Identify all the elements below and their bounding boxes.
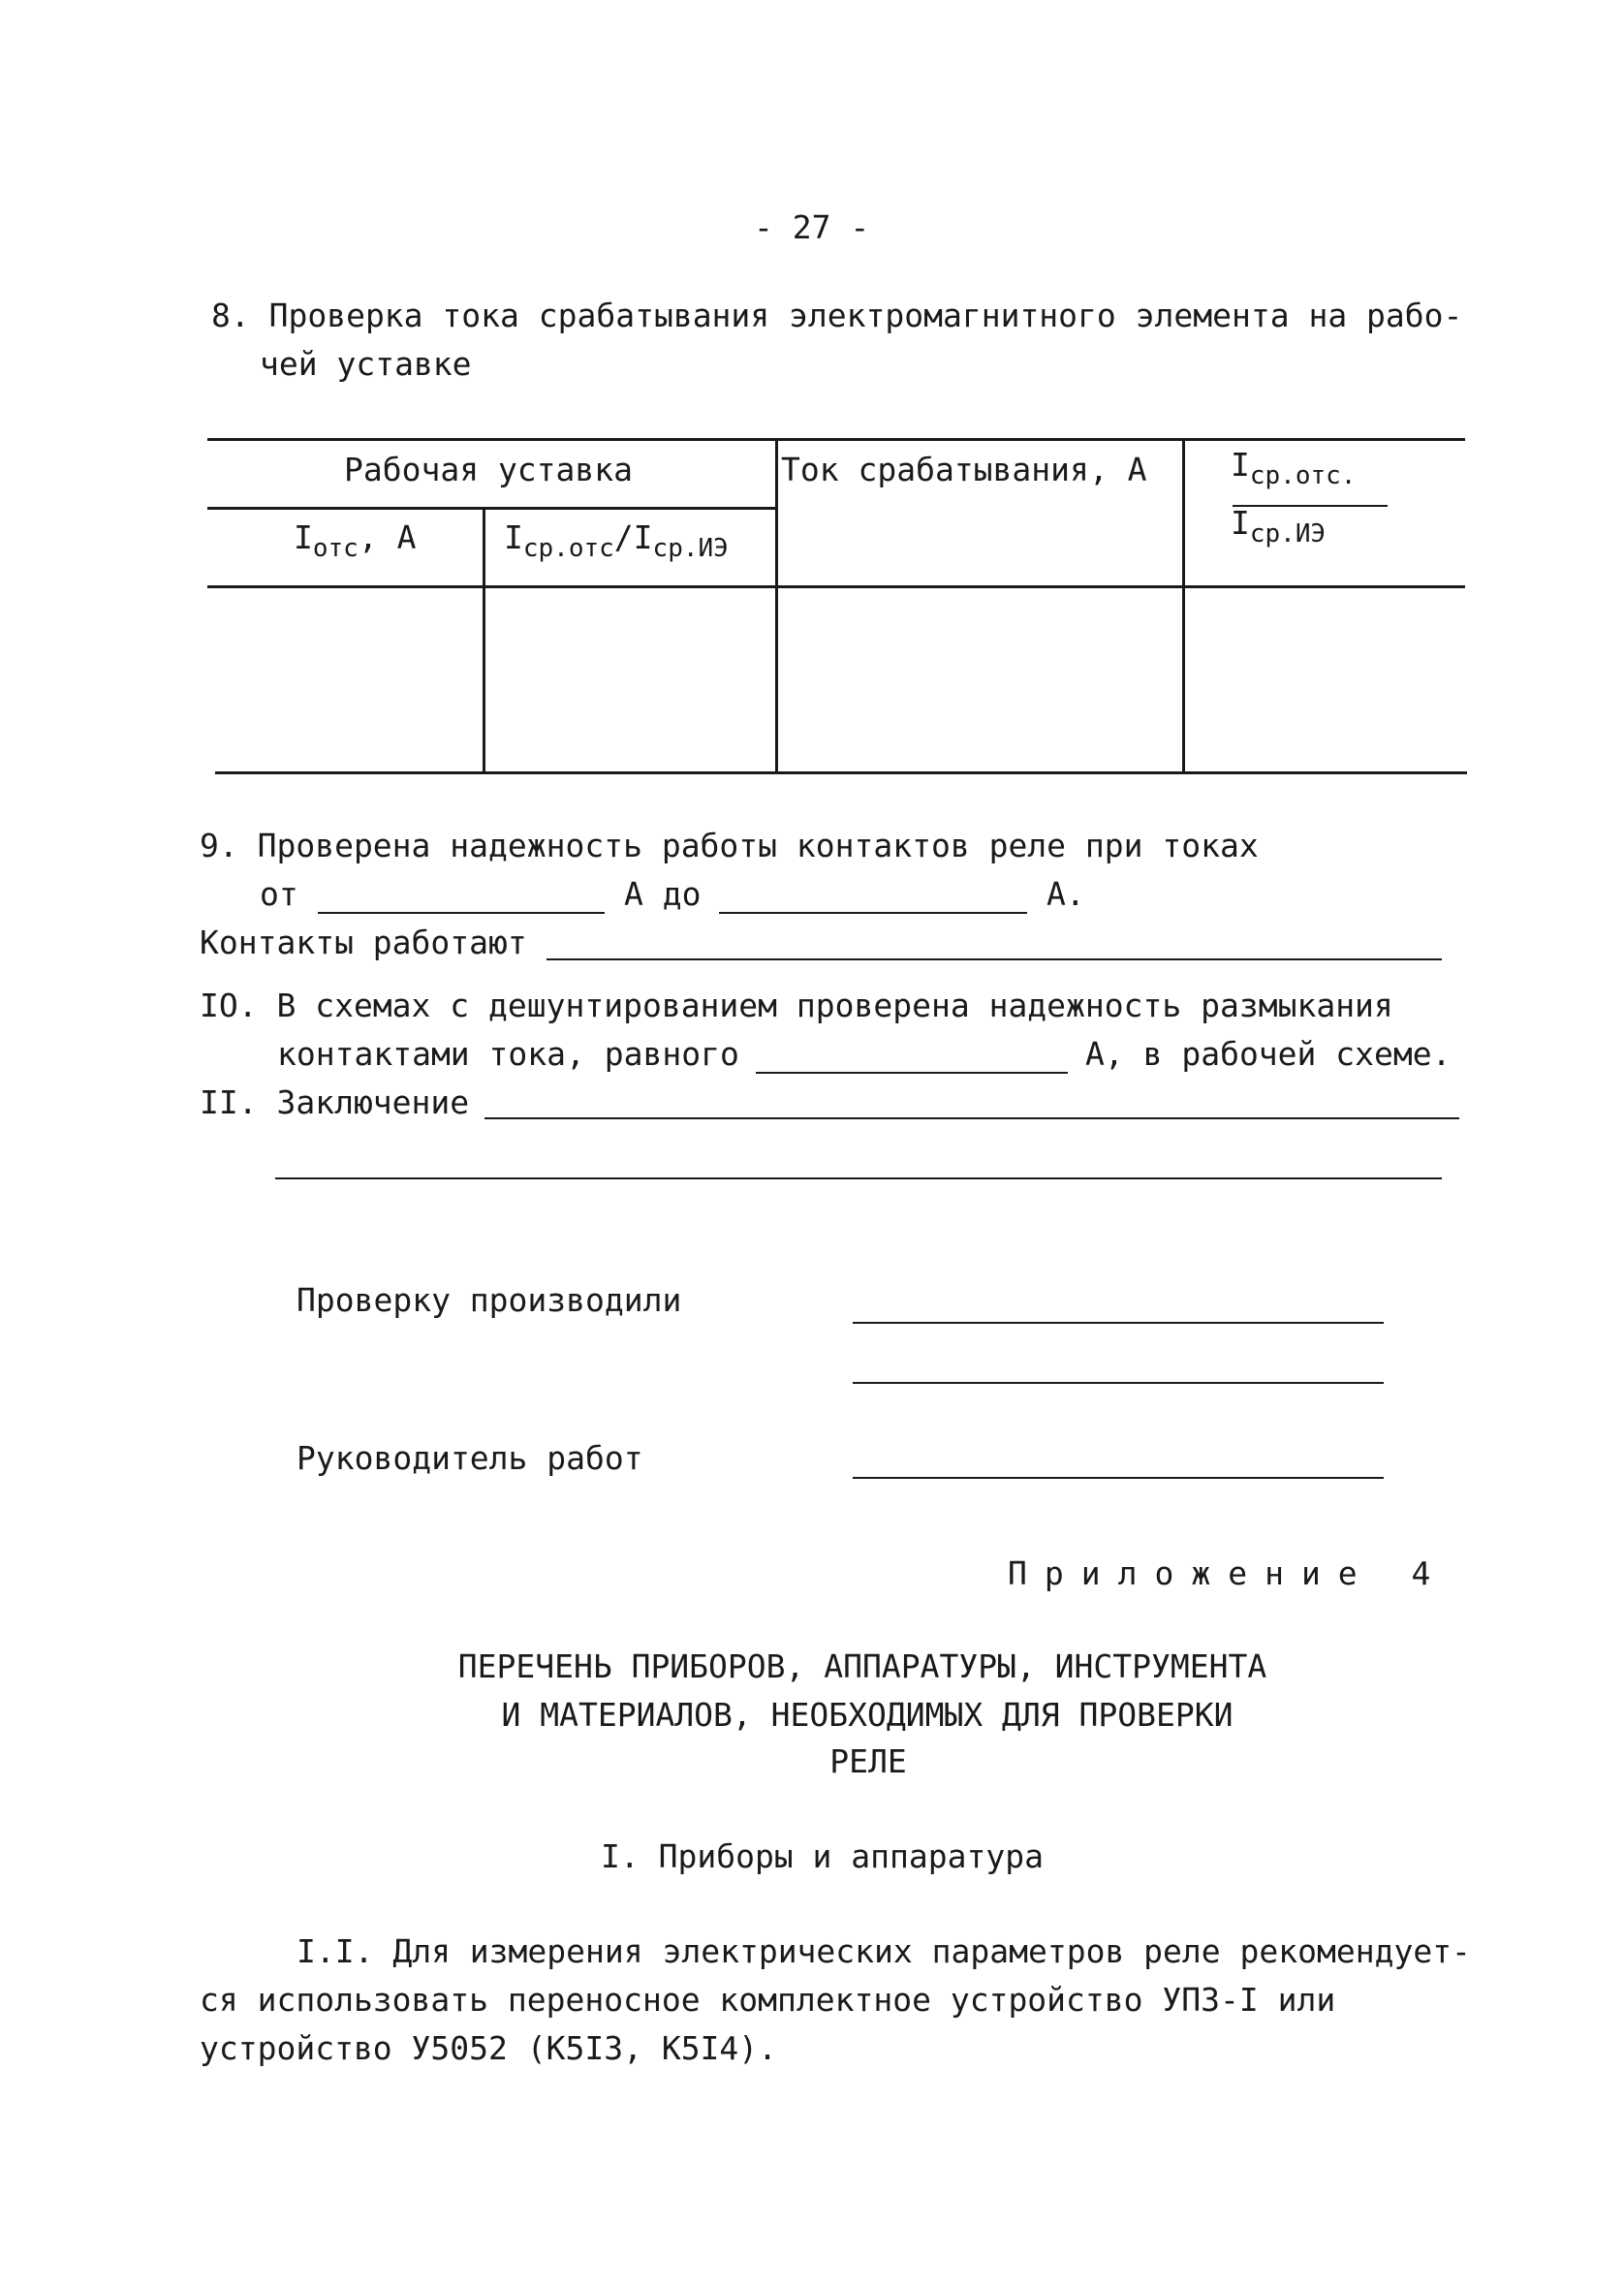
header-working-setting: Рабочая уставка	[344, 451, 634, 488]
col4-num-base: I	[1231, 446, 1250, 484]
subsection-instruments: I. Приборы и аппаратура	[601, 1837, 1044, 1875]
section-8-line-1: 8. Проверка тока срабатывания электромагнитного элемента на рабо-	[211, 297, 1463, 334]
appendix-title-line-1: ПЕРЕЧЕНЬ ПРИБОРОВ, АППАРАТУРЫ, ИНСТРУМЕНТА	[457, 1647, 1267, 1685]
table-vline-1	[483, 507, 485, 773]
col1-unit: , А	[358, 518, 417, 556]
paragraph-1-1-line-2: ся использовать переносное комплектное устройство УПЗ-I или	[200, 1981, 1336, 2019]
section-8-line-2: чей уставке	[260, 345, 472, 383]
section-10-line-1: IO. В схемах с дешунтированием проверена надежность размыкания	[200, 987, 1393, 1024]
section-10-line-2b: А, в рабочей схеме.	[1085, 1035, 1452, 1073]
paragraph-1-1-line-1: I.I. Для измерения электрических параметров реле рекомендует-	[297, 1932, 1471, 1970]
blank-current-value	[756, 1072, 1068, 1074]
table-vline-3	[1182, 438, 1185, 773]
paragraph-1-1-line-3: устройство У5052 (К5I3, К5I4).	[200, 2029, 778, 2067]
blank-conclusion-2	[275, 1177, 1442, 1179]
table-subheader-border	[207, 507, 777, 510]
header-fraction-numerator	[1231, 446, 1356, 490]
header-trip-current: Ток срабатывания, А	[781, 451, 1147, 488]
col4-num-sub: ср.отс.	[1249, 461, 1357, 490]
col1-sub: отс	[312, 534, 359, 563]
col2-sub-1: ср.отс	[522, 534, 614, 563]
table-bottom-border	[215, 771, 1467, 774]
section-9-unit-end: А.	[1046, 875, 1085, 913]
col1-base: I	[294, 518, 313, 556]
blank-conclusion-1	[484, 1117, 1459, 1119]
appendix-title-line-3: РЕЛЕ	[829, 1742, 907, 1780]
col2-sep: /	[613, 518, 634, 556]
appendix-title-line-2: И МАТЕРИАЛОВ, НЕОБХОДИМЫХ ДЛЯ ПРОВЕРКИ	[501, 1696, 1234, 1734]
signature-line-3	[853, 1477, 1384, 1479]
table-header-bottom-border	[207, 585, 1465, 588]
blank-contacts-work	[547, 958, 1442, 960]
header-ratio	[504, 518, 729, 568]
section-10-line-2a: контактами тока, равного	[277, 1035, 739, 1073]
blank-from-current	[318, 912, 605, 914]
contacts-work-label: Контакты работают	[200, 924, 527, 961]
supervisor-label: Руководитель работ	[297, 1439, 643, 1477]
blank-to-current	[719, 912, 1027, 914]
header-fraction-denominator	[1231, 504, 1326, 549]
signature-line-1	[853, 1322, 1384, 1324]
section-11-label: II. Заключение	[200, 1083, 470, 1121]
col2-base-2: I	[633, 518, 653, 556]
table-vline-2	[775, 438, 778, 773]
section-9-unit-mid: А до	[624, 875, 702, 913]
col4-den-base: I	[1231, 504, 1250, 542]
section-9-line-1: 9. Проверена надежность работы контактов реле при токах	[200, 827, 1259, 864]
col4-den-sub: ср.ИЭ	[1249, 519, 1327, 549]
section-9-from: от	[260, 875, 298, 913]
col2-base-1: I	[504, 518, 523, 556]
checked-by-label: Проверку производили	[297, 1281, 682, 1319]
table-top-border	[207, 438, 1465, 441]
page-number: - 27 -	[754, 208, 870, 246]
header-i-ots	[294, 518, 416, 568]
appendix-label: Приложение 4	[1008, 1554, 1449, 1592]
signature-line-2	[853, 1382, 1384, 1384]
col2-sub-2: ср.ИЭ	[652, 534, 729, 563]
